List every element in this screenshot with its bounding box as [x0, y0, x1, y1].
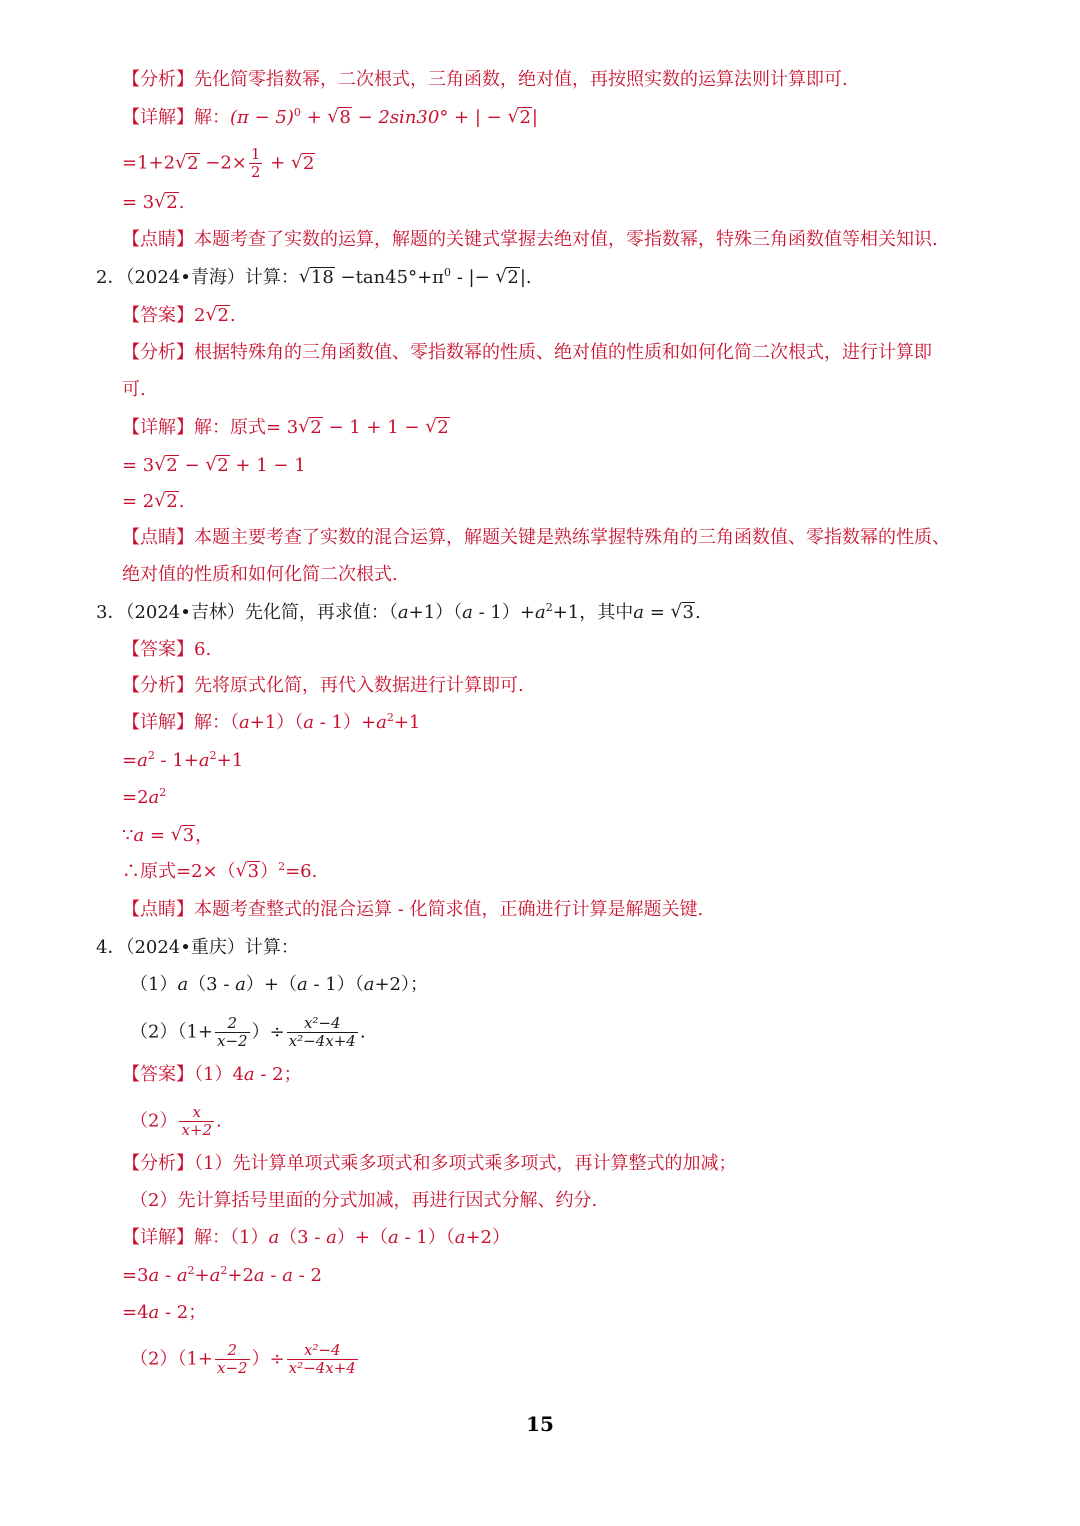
denominator: x−2 [217, 1032, 248, 1050]
math-text: （1）4 [194, 1064, 244, 1085]
math-text: = 3 [122, 192, 155, 213]
math-text: （3 - [279, 1227, 327, 1248]
solution-prefix: 解： [194, 107, 230, 128]
math-text: （1） [130, 974, 178, 995]
denominator: x+2 [181, 1121, 213, 1139]
variable: a [253, 1265, 265, 1286]
variable: a [176, 1265, 188, 1286]
question-text: （2024•重庆）计算： [125, 937, 299, 958]
variable: a [133, 825, 145, 846]
math-text: +2） [465, 1227, 510, 1248]
variable: a [303, 712, 315, 733]
math-text: ）+（ [245, 974, 297, 995]
analysis-line [122, 674, 524, 698]
variable: a [388, 1227, 399, 1248]
math-text: （2）（1+ [130, 1021, 213, 1043]
fraction [215, 1342, 250, 1377]
question-text: （2024•吉林）先化简，再求值：（ [125, 602, 398, 623]
radicand: 2 [187, 152, 199, 174]
math-text: - 2； [254, 1064, 302, 1085]
sqrt [171, 824, 195, 848]
denominator: x²−4x+4 [288, 1359, 356, 1377]
math-text: + [264, 152, 291, 174]
variable: a [235, 974, 246, 995]
sqrt [205, 304, 229, 328]
sqrt [671, 601, 695, 625]
fraction [215, 1015, 250, 1050]
exponent: 2 [159, 786, 167, 799]
variable: a [148, 787, 160, 808]
variable: a [363, 974, 375, 995]
exponent: 0 [293, 106, 301, 119]
numerator: 2 [227, 1341, 238, 1359]
variable: a [198, 750, 210, 771]
math-text: ）÷ [251, 1021, 285, 1043]
sqrt [291, 152, 315, 176]
math-text: + [194, 1265, 210, 1286]
math-text: = 3 [122, 455, 155, 476]
comment-line [122, 526, 950, 550]
analysis-text: 先化简零指数幂，二次根式，三角函数，绝对值，再按照实数的运算法则计算即可. [194, 69, 848, 90]
fraction [179, 1104, 214, 1139]
math-text: . [359, 1021, 366, 1043]
math-text: (π − 5) [230, 107, 294, 128]
math-text: = 2 [122, 491, 155, 512]
question-number: 2． [96, 267, 126, 288]
solution-line [122, 416, 450, 440]
math-text: - 1）（ [398, 1227, 455, 1248]
answer-line [122, 304, 236, 328]
math-text: +1）（ [408, 602, 463, 623]
math-text: - [159, 1265, 177, 1286]
math-text: - [264, 1265, 283, 1286]
numerator: 1 [250, 145, 261, 163]
sqrt [298, 416, 322, 440]
analysis-text: 根据特殊角的三角函数值、零指数幂的性质、绝对值的性质和如何化简二次根式，进行计算即 [194, 342, 932, 363]
math-text: （2）（1+ [130, 1348, 213, 1370]
question-part-1 [130, 973, 428, 997]
fraction [249, 146, 263, 181]
analysis-text: 先将原式化简，再代入数据进行计算即可. [194, 675, 524, 696]
solution-line [122, 1226, 510, 1250]
radicand: 2 [302, 152, 315, 174]
radicand: 2 [310, 417, 322, 438]
question-3 [96, 601, 701, 625]
radicand: 2 [217, 305, 229, 326]
math-text: =2 [122, 787, 149, 808]
denominator: 2 [250, 163, 261, 181]
math-text: =6. [285, 861, 318, 882]
variable: a [282, 1265, 293, 1286]
solution-tag: 【详解】 [122, 417, 194, 438]
sqrt [327, 106, 351, 130]
math-text: - 1）+ [472, 602, 535, 623]
math-text: |. [519, 267, 532, 288]
comment-text: 本题考查了实数的运算，解题的关键式掌握去绝对值，零指数幂，特殊三角函数值等相关知识. [194, 229, 938, 250]
question-number: 3． [96, 602, 126, 623]
math-text: = [144, 825, 171, 846]
math-text: . [178, 192, 185, 213]
variable: a [148, 1265, 160, 1286]
sqrt [205, 454, 229, 478]
variable: a [177, 974, 189, 995]
math-text: - 1+ [154, 750, 199, 771]
math-text: = [122, 750, 138, 771]
analysis-line [122, 341, 932, 365]
exponent: 2 [545, 601, 553, 614]
variable: a [243, 1064, 255, 1085]
variable: a [148, 1302, 160, 1323]
answer-line [122, 638, 211, 662]
exponent: 2 [278, 860, 286, 873]
exponent: 2 [209, 749, 217, 762]
denominator: x−2 [217, 1359, 248, 1377]
math-text: ）÷ [251, 1348, 285, 1370]
question-2 [96, 266, 532, 290]
exponent: 2 [147, 749, 155, 762]
comment-text: 本题主要考查了实数的混合运算，解题关键是熟练掌握特殊角的三角函数值、零指数幂的性质、 [194, 527, 950, 548]
math-text: - 1）+ [314, 712, 377, 733]
math-text: - 2 [292, 1265, 322, 1286]
sqrt [425, 416, 449, 440]
solution-tag: 【详解】 [122, 712, 194, 733]
analysis-text: （2）先计算括号里面的分式加减，再进行因式分解、约分. [130, 1190, 598, 1211]
math-text: − 1 + 1 − [322, 417, 426, 438]
variable: a [397, 602, 409, 623]
step-line [122, 146, 315, 181]
math-text: +1）（ [249, 712, 304, 733]
solution-tag: 【详解】 [122, 1227, 194, 1248]
variable: a [633, 602, 644, 623]
math-text: +1，其中 [552, 602, 634, 623]
sqrt [154, 191, 178, 215]
comment-line [122, 898, 703, 922]
math-text: + [300, 107, 328, 128]
analysis-line [122, 68, 848, 92]
numerator: x²−4 [303, 1341, 341, 1359]
math-text: + 1 − 1 [229, 455, 306, 476]
math-text: +1 [216, 750, 244, 771]
radicand: 8 [339, 107, 351, 128]
math-text: =1+2 [122, 152, 176, 174]
step-line [122, 824, 213, 848]
radicand: 2 [437, 417, 449, 438]
variable: a [462, 602, 473, 623]
variable: a [454, 1227, 466, 1248]
numerator: x²−4 [303, 1014, 341, 1032]
answer-line [122, 1063, 302, 1087]
step-line [122, 191, 184, 215]
solution-line [122, 711, 420, 735]
sqrt [299, 266, 335, 290]
comment-text: 本题考查整式的混合运算 - 化简求值，正确进行计算是解题关键. [194, 899, 704, 920]
math-text: ）+（ [336, 1227, 388, 1248]
question-number: 4． [96, 937, 126, 958]
sqrt [236, 860, 260, 884]
math-text: =4 [122, 1302, 149, 1323]
variable: a [209, 1265, 221, 1286]
step-line [122, 860, 317, 884]
radicand: 2 [166, 455, 178, 476]
math-text: ） [260, 861, 279, 882]
solution-tag: 【详解】 [122, 107, 194, 128]
math-text: − [178, 455, 206, 476]
math-text: 解：原式= 3 [194, 417, 299, 438]
exponent: 2 [220, 1264, 228, 1277]
radicand: 3 [682, 602, 694, 623]
sqrt [175, 152, 199, 176]
step-line [122, 454, 306, 478]
math-text: − 2sin30° + | − [351, 107, 508, 128]
math-text: ∴原式=2×（ [122, 861, 236, 882]
comment-tag: 【点睛】 [122, 527, 194, 548]
radicand: 18 [310, 267, 334, 288]
radicand: 3 [247, 861, 260, 882]
math-text: 解：（ [194, 712, 239, 733]
analysis-tag: 【分析】 [122, 69, 194, 90]
math-text: （3 - [188, 974, 236, 995]
math-text: . [229, 305, 236, 326]
radicand: 2 [507, 267, 519, 288]
analysis-cont [130, 1189, 597, 1213]
math-text: = [643, 602, 671, 623]
math-text: - |− [450, 267, 496, 288]
math-text: +2）； [374, 974, 428, 995]
comment-tag: 【点睛】 [122, 899, 194, 920]
math-text: +2 [227, 1265, 254, 1286]
radicand: 3 [182, 825, 195, 846]
comment-tag: 【点睛】 [122, 229, 194, 250]
math-text: （2） [130, 1110, 178, 1132]
answer-tag: 【答案】 [122, 305, 194, 326]
radicand: 2 [519, 107, 531, 128]
step-line [122, 1301, 206, 1325]
answer-tag: 【答案】 [122, 639, 194, 660]
math-text: | [531, 107, 538, 128]
analysis-tag: 【分析】 [122, 675, 194, 696]
analysis-text: 可. [122, 379, 146, 400]
variable: a [268, 1227, 280, 1248]
variable: a [534, 602, 546, 623]
math-text: −tan45°+π [334, 267, 444, 288]
question-text: （2024•青海）计算： [125, 267, 299, 288]
step-line [130, 1342, 360, 1377]
because-symbol: ∵ [122, 825, 134, 846]
step-line [122, 1264, 322, 1288]
comment-cont [122, 563, 398, 587]
analysis-tag: 【分析】 [122, 342, 194, 363]
radicand: 2 [166, 192, 178, 213]
radicand: 2 [217, 455, 229, 476]
numerator: x [192, 1103, 201, 1121]
fraction [287, 1015, 358, 1050]
variable: a [137, 750, 148, 771]
step-line [122, 490, 184, 514]
denominator: x²−4x+4 [288, 1032, 356, 1050]
sqrt [495, 266, 519, 290]
exponent: 2 [386, 711, 394, 724]
sqrt [507, 106, 531, 130]
question-part-2 [130, 1015, 366, 1050]
math-text: ， [195, 825, 214, 846]
math-text: 2 [194, 305, 206, 326]
math-text: - 1）（ [307, 974, 364, 995]
comment-line [122, 228, 938, 252]
analysis-text: （1）先计算单项式乘多项式和多项式乘多项式，再计算整式的加减； [194, 1153, 737, 1174]
exponent: 0 [443, 266, 451, 279]
sqrt [154, 454, 178, 478]
variable: a [326, 1227, 337, 1248]
answer-tag: 【答案】 [122, 1064, 194, 1085]
numerator: 2 [227, 1014, 238, 1032]
exponent: 2 [187, 1264, 195, 1277]
answer-text: 6. [194, 639, 212, 660]
math-text: . [216, 1110, 222, 1132]
comment-text: 绝对值的性质和如何化简二次根式. [122, 564, 398, 585]
sqrt [154, 490, 178, 514]
math-text: +1 [393, 712, 421, 733]
answer-line-2 [130, 1104, 222, 1139]
math-text: . [178, 491, 185, 512]
analysis-tag: 【分析】 [122, 1153, 194, 1174]
step-line [122, 749, 243, 773]
radicand: 2 [166, 491, 178, 512]
math-text: =3 [122, 1265, 149, 1286]
math-text: −2× [199, 152, 247, 174]
analysis-cont [122, 378, 146, 402]
solution-line [122, 106, 538, 130]
fraction [287, 1342, 358, 1377]
math-text: . [694, 602, 701, 623]
variable: a [239, 712, 250, 733]
page-number: 15 [526, 1412, 554, 1436]
variable: a [376, 712, 387, 733]
math-text: - 2； [159, 1302, 207, 1323]
variable: a [297, 974, 308, 995]
analysis-line [122, 1152, 736, 1176]
math-text: 解：（1） [194, 1227, 269, 1248]
question-4 [96, 936, 299, 960]
step-line [122, 786, 166, 810]
